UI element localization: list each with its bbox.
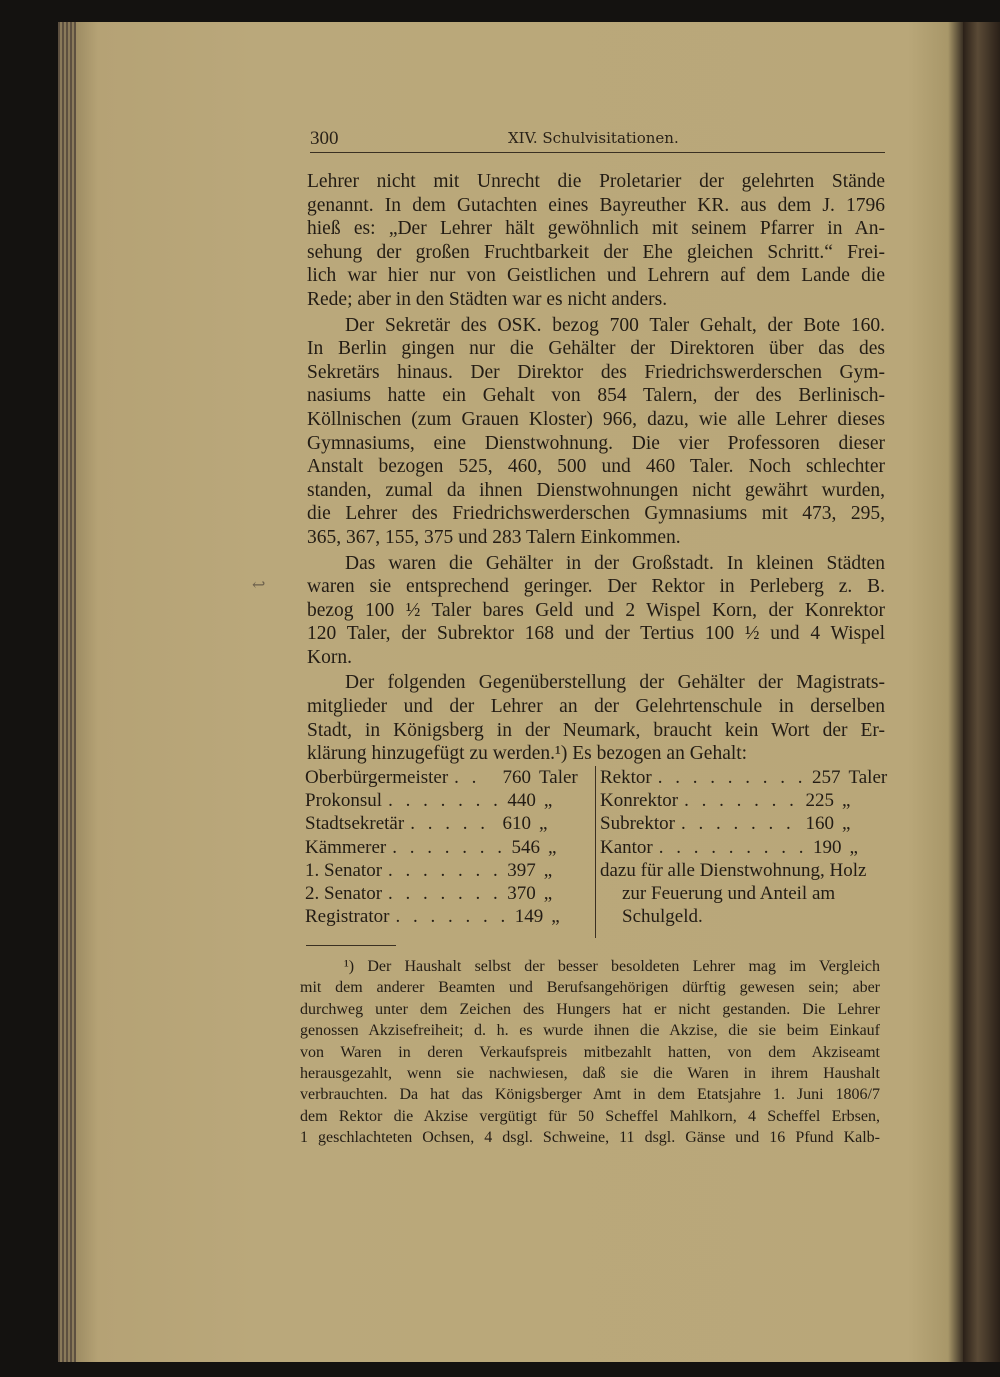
footnote-line: herausgezahlt, wenn sie nachwiesen, daß sie die Waren in ihrem Haushalt [300,1065,880,1083]
note-line: Schulgeld. [622,906,703,928]
cell-value: 397 [507,859,536,881]
text-line: 120 Taler, der Subrektor 168 und der Tertius 100 ½ und 4 Wispel [307,623,885,645]
cell-dots: . . . . . . . [680,813,795,835]
table-row [305,766,587,789]
cell-dots: . . . . . . . [388,859,502,881]
table-row [600,789,890,812]
table-row [600,812,890,835]
cell-unit: „ [551,906,560,928]
footnote-line: mit dem anderer Beamten und Berufsangehörigen dürftig gewesen sein; aber [300,979,880,997]
cell-unit: „ [539,813,548,835]
salary-table [305,766,888,938]
cell-name: Oberbürgermeister [305,767,449,788]
table-row [600,836,890,859]
footnote-line: von Waren in deren Verkaufspreis mitbezahlt hatten, von dem Akziseamt [300,1043,880,1061]
table-row [305,859,587,882]
footnote-line: dem Rektor die Akzise vergütigt für 50 Scheffel Mahlkorn, 4 Scheffel Erbsen, [300,1107,880,1125]
text-line: genannt. In dem Gutachten eines Bayreuther KR. aus dem J. 1796 [307,194,885,216]
footnote-line: durchweg unter dem Zeichen des Hungers hat er nicht gestanden. Die Lehrer [300,1000,880,1018]
text-line: Köllnischen (zum Grauen Kloster) 966, dazu, wie alle Lehrer dieses [307,408,885,430]
cell-name: Kantor [600,836,653,858]
cell-name: Prokonsul [305,790,383,812]
table-row [305,812,587,835]
body-text [307,170,885,768]
footnote-line: 1 geschlachteten Ochsen, 4 dsgl. Schweine, 11 dsgl. Gänse und 16 Pfund Kalb- [300,1129,880,1147]
text-line: 365, 367, 155, 375 und 283 Talern Einkommen. [307,526,681,548]
cell-unit: „ [543,859,553,881]
text-line: waren sie entsprechend geringer. Der Rektor in Perleberg z. B. [307,576,885,598]
footnote-line: ¹) Der Haushalt selbst der besser besoldeten Lehrer mag im Vergleich [344,958,880,975]
table-row [305,789,587,812]
cell-name: 1. Senator [305,859,383,881]
footnote [300,956,880,1149]
cell-unit: „ [543,790,553,812]
paragraph [307,671,885,765]
lehrer-column [595,766,890,938]
cell-name: Stadtsekretär [305,813,405,835]
cell-unit: „ [849,836,858,858]
text-line: Gymnasiums, eine Dienstwohnung. Die vier Professoren dieser [307,432,885,454]
cell-value: 370 [507,883,536,905]
footnote-line: genossen Akzisefreiheit; d. h. es wurde ihnen die Akzise, die sie beim Einkauf [300,1022,880,1040]
running-title: XIV. Schulvisitationen. [508,129,679,147]
paragraph [307,170,885,312]
cell-dots: . . . . . . . [388,883,502,905]
cell-unit: Taler [848,767,888,788]
cell-dots: . . . . . . . [392,836,506,858]
text-line: klärung hinzugefügt zu werden.¹) Es bezogen an Gehalt: [307,743,748,765]
cell-name: 2. Senator [305,883,383,905]
cell-value: 440 [507,790,536,812]
cell-name: Konrektor [600,790,679,812]
table-note [600,859,890,929]
table-row [305,836,587,859]
paragraph [307,314,885,550]
text-line: standen, zumal da ihnen Dienstwohnungen nicht gewährt wurden, [307,479,885,501]
cell-unit: „ [842,790,851,812]
paragraph [307,552,885,670]
cell-value: 257 [811,767,841,788]
text-line: In Berlin gingen nur die Gehälter der Direktoren über das des [307,338,885,360]
text-line: Korn. [307,646,352,668]
text-line: Der Sekretär des OSK. bezog 700 Taler Gehalt, der Bote 160. [345,314,885,336]
text-line: Sekretärs hinaus. Der Direktor des Friedrichswerderschen Gym- [307,361,885,383]
text-line: mitglieder und der Lehrer an der Gelehrtenschule in derselben [307,696,885,718]
text-line: Der folgenden Gegenüberstellung der Gehälter der Magistrats- [345,672,885,694]
page-number: 300 [310,128,339,149]
cell-dots: . . . . . . . . . [658,836,808,858]
text-line: bezog 100 ½ Taler bares Geld und 2 Wispel Korn, der Konrektor [307,599,885,621]
cell-value: 760 [502,767,531,788]
cell-dots: . . . . . . . [395,906,510,928]
text-line: Anstalt bezogen 525, 460, 500 und 460 Taler. Noch schlechter [307,456,885,478]
text-line: hieß es: „Der Lehrer hält gewöhnlich mit seinem Pfarrer in An- [307,218,885,240]
cell-dots: . . . . . . . [684,790,798,812]
cell-name: Registrator [305,906,390,928]
magistrat-column [305,766,587,928]
footnote-rule [306,945,396,946]
footnote-line: verbrauchten. Da hat das Königsberger Amt in dem Etatsjahre 1. Juni 1806/7 [300,1086,880,1104]
margin-mark: ↩ [252,575,266,594]
running-header [310,126,885,153]
text-line: sehung der großen Fruchtbarkeit der Ehe gleichen Schritt.“ Frei- [307,241,885,263]
table-row [305,882,587,905]
cell-unit: „ [842,813,851,835]
facing-page-edge [963,22,1000,1362]
cell-value: 225 [805,790,834,812]
page-edges [58,22,76,1362]
cell-value: 160 [805,813,834,835]
cell-dots: . . [454,767,481,788]
text-line: lich war hier nur von Geistlichen und Lehrern auf dem Lande die [307,265,885,287]
text-line: die Lehrer des Friedrichswerderschen Gymnasiums mit 473, 295, [307,503,885,525]
text-line: Rede; aber in den Städten war es nicht anders. [307,288,668,310]
text-line: Lehrer nicht mit Unrecht die Proletarier der gelehrten Stände [307,171,885,192]
cell-dots: . . . . . . . . . [657,767,807,788]
text-line: nasiums hatte ein Gehalt von 854 Talern, der des Berlinisch- [307,385,885,407]
cell-unit: „ [543,883,553,905]
text-line: Das waren die Gehälter in der Großstadt. In kleinen Städten [345,552,885,574]
note-line: dazu für alle Dienstwohnung, Holz [600,859,867,881]
table-row [600,766,890,789]
cell-name: Rektor [600,767,652,788]
table-row [305,905,587,928]
cell-value: 546 [511,836,540,858]
cell-name: Kämmerer [305,836,387,858]
cell-unit: Taler [539,767,578,788]
note-line: zur Feuerung und Anteil am [622,883,836,905]
cell-dots: . . . . . . . [388,790,502,812]
cell-unit: „ [547,836,557,858]
text-line: Stadt, in Königsberg in der Neumark, braucht kein Wort der Er- [307,719,885,741]
cell-value: 610 [502,813,531,835]
cell-name: Subrektor [600,813,675,835]
cell-value: 149 [514,906,544,928]
cell-value: 190 [813,836,842,858]
cell-dots: . . . . . [410,813,489,835]
